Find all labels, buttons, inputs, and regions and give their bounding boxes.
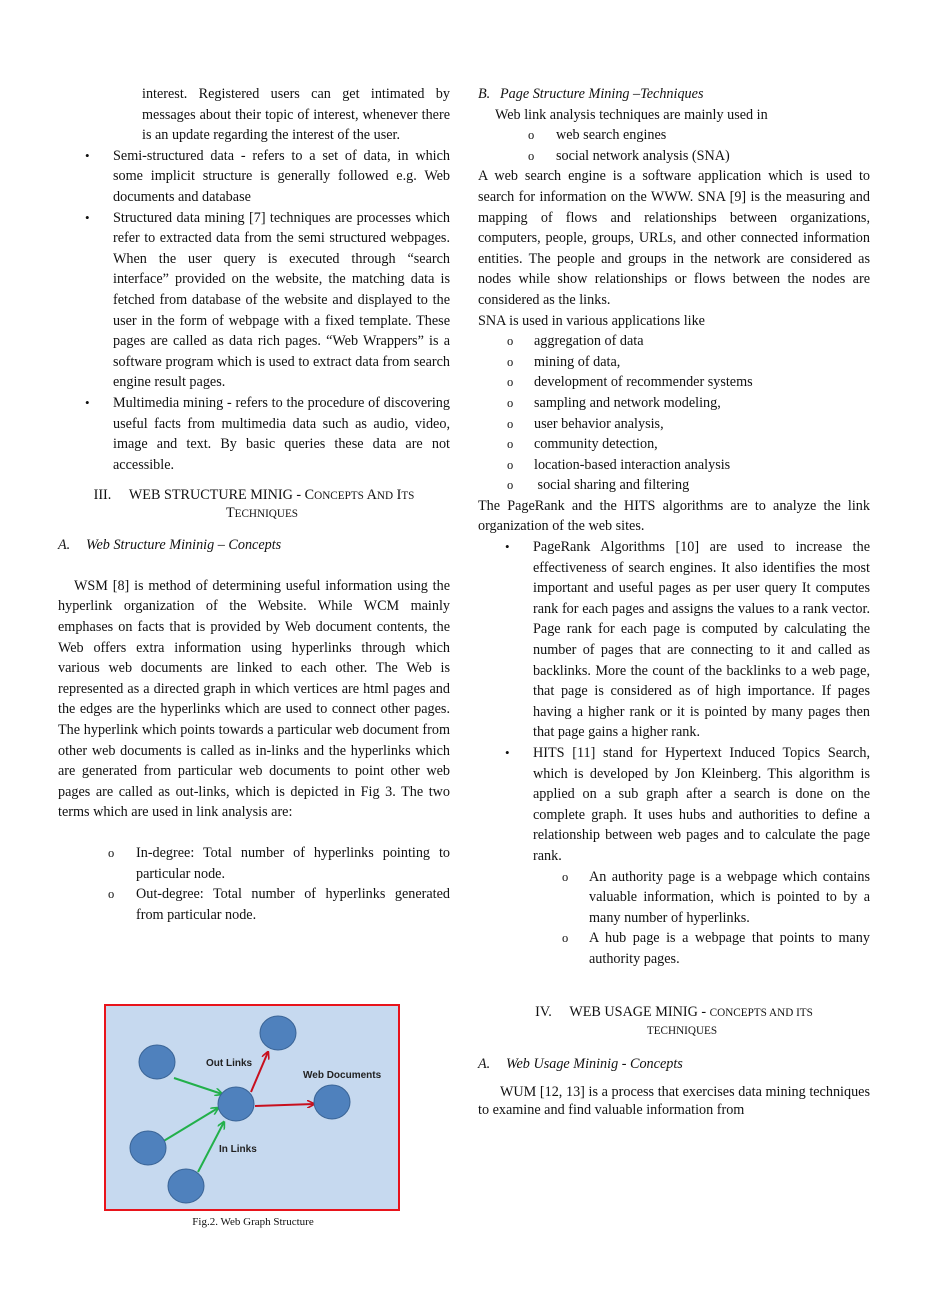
sna-applications-list [478,331,870,496]
in-links-label: In Links [219,1144,257,1155]
section-title: WEB STRUCTURE MINIG - [128,487,305,504]
out-link-arrow [251,1052,268,1092]
web-document-node [168,1169,204,1203]
list-item-text: A hub page is a webpage that points to many authority pages. [589,930,870,967]
web-documents-label: Web Documents [303,1070,382,1081]
list-item [58,393,450,475]
section-title-part: ECHNIQUES [234,508,299,521]
circle-bullet-icon: o [507,437,514,452]
list-item-text: HITS [11] stand for Hypertext Induced Topics Search, which is developed by Jon Kleinberg. This algorithm is applied on a sub graph after a search is done on the complete graph. It uses hubs and authorities to define a relationship between web pages and to calculate the page rank. [533,745,870,864]
subsection-heading-a [478,1054,870,1075]
list-item-text: social sharing and filtering [534,477,690,494]
list-item [478,537,870,743]
list-item-text: Multimedia mining - refers to the procedure of discovering useful facts from multimedia data such as audio, video, image and text. By basic queries these data are not accessible. [113,394,450,473]
subsection-number: B. [478,86,491,102]
hits-subitems-list [478,867,870,970]
list-item-text: mining of data, [534,353,621,370]
in-link-arrow [162,1108,218,1142]
section-title-part: ND [376,490,394,503]
subsection-number: A. [478,1055,491,1072]
section-title-part: CONCEPTS AND ITS [709,1006,813,1019]
list-item [478,455,870,476]
list-item [478,372,870,393]
list-item-text: location-based interaction analysis [534,456,731,473]
circle-bullet-icon: o [507,334,514,349]
list-item [58,146,450,208]
section-title-part: ONCEPTS [314,490,364,503]
list-item-text: aggregation of data [534,333,644,350]
list-item [478,125,870,146]
list-item [58,208,450,393]
algorithms-intro: The PageRank and the HITS algorithms are to analyze the link organization of the web sites. [478,497,870,535]
circle-bullet-icon: o [507,478,514,493]
list-item-text: web search engines [556,127,667,144]
section-title: WEB USAGE MINIG - [569,1003,710,1020]
list-item-text: Structured data mining [7] techniques are processes which refer to extracted data from the semi structured webpages. When the user query is executed through “search interface” provided on the website, the matching data is fetched from database of the website and displayed to the user in the form of webpage with a fixed template. These pages are called as data rich pages. “Web Wrappers” is a software program which is used to extract data from search engine result pages. [113,209,450,391]
web-graph-figure [104,1004,400,1211]
circle-bullet-icon: o [507,416,514,431]
list-item [478,331,870,352]
subsection-title: Page Structure Mining –Techniques [500,86,704,102]
web-document-node [314,1085,350,1119]
bullet-icon: • [505,745,510,760]
list-item-text: Out-degree: Total number of hyperlinks generated from particular node. [136,886,450,923]
central-node [218,1087,254,1121]
list-item [478,393,870,414]
subsection-title: Web Usage Mininig - Concepts [506,1055,683,1072]
data-type-bullet-list [58,146,450,476]
bullet-icon: • [85,394,90,410]
section-heading-iii [58,487,450,523]
circle-bullet-icon: o [108,846,115,860]
bullet-icon: • [85,209,90,225]
circle-bullet-icon: o [528,128,535,143]
list-item-text: user behavior analysis, [534,415,664,432]
list-item [478,475,870,496]
subsection-number: A. [58,537,71,554]
wsm-paragraph: WSM [8] is method of determining useful information using the hyperlink organization of the Website. While WCM mainly emphases on facts that is provided by Web document contents, the Web offers extra information using hyperlinks through which various web documents are linked to each other. The Web is represented as a directed graph in which vertices are html pages and the edges are the hyperlinks which are used to connect other pages. The hyperlink which points towards a particular web document from other web documents is called as in-links and the hyperlinks which are generated from particular web documents to point other web pages are called as out-links, which is depicted in Fig 3. The two terms which are used in link analysis are: [58,577,450,821]
list-item-text: sampling and network modeling, [534,394,721,411]
list-item [478,414,870,435]
subsection-heading-a [58,535,450,556]
circle-bullet-icon: o [507,457,514,472]
list-item [478,146,870,167]
bullet-icon: • [505,539,510,555]
circle-bullet-icon: o [507,354,514,369]
in-link-arrow [174,1078,222,1094]
section-title-part: T [225,505,235,522]
list-item-text: In-degree: Total number of hyperlinks pointing to particular node. [136,845,450,882]
circle-bullet-icon: o [562,869,569,884]
right-column [478,84,870,1119]
link-analysis-uses-list [478,125,870,166]
circle-bullet-icon: o [562,931,569,946]
list-item-text: social network analysis (SNA) [556,147,730,164]
figure-caption: Fig.2. Web Graph Structure [192,1216,314,1228]
section-number: III. [93,487,112,504]
web-document-node [260,1016,296,1050]
list-item-text: Semi-structured data - refers to a set of data, in which some implicit structure is generally followed e.g. Web documents and database [113,147,450,205]
list-item [478,352,870,373]
circle-bullet-icon: o [108,887,115,902]
link-analysis-terms-list [58,843,450,925]
web-document-node [139,1045,175,1079]
circle-bullet-icon: o [528,148,535,163]
link-analysis-intro: Web link analysis techniques are mainly used in [495,106,768,123]
section-heading-iv [478,1004,870,1040]
web-graph-diagram [106,1006,398,1209]
sna-intro: SNA is used in various applications like [478,312,705,329]
circle-bullet-icon: o [507,375,514,390]
list-item-text: PageRank Algorithms [10] are used to increase the effectiveness of search engines. It also identifies the most important and useful pages as per user query It computes rank for each pages and assigns the values to a rank vector. Page rank for each page is computed by calculating the number of pages that are connecting to it and called as backlinks. More the count of the backlinks to a web page, that page is considered as of high importance. If pages having a higher rank or it is pointed by many pages then that page gains a higher rank. [533,539,870,741]
section-number: IV. [535,1003,552,1020]
list-item [478,743,870,867]
out-links-label: Out Links [206,1058,253,1069]
list-item-text: An authority page is a webpage which contains valuable information, which is pointed to by a many number of hyperlinks. [589,868,870,926]
list-item [58,884,450,925]
section-title-part: I [396,487,402,504]
section-title-part: TS [401,490,415,503]
continued-list-item: interest. Registered users can get intimated by messages about their topic of interest, whenever there is an update regarding the interest of the user. [142,86,450,144]
bullet-icon: • [85,147,90,163]
list-item-text: development of recommender systems [534,374,753,391]
list-item [478,434,870,455]
list-item-text: community detection, [534,436,658,453]
wum-paragraph: WUM [12, 13] is a process that exercises data mining techniques to examine and find valuable information from [478,1084,870,1119]
section-title-part: A [366,487,377,504]
section-title-part: C [304,487,315,504]
web-document-node [130,1131,166,1165]
circle-bullet-icon: o [507,395,514,410]
subsection-heading-b [478,84,870,105]
out-link-arrow [255,1104,314,1106]
list-item [478,928,870,969]
left-column [58,84,450,925]
list-item [58,843,450,884]
list-item [478,867,870,929]
subsection-title: Web Structure Mininig – Concepts [86,537,282,554]
algorithms-bullet-list [478,537,870,867]
search-engine-paragraph: A web search engine is a software application which is used to search for information on the WWW. SNA [9] is the measuring and mapping of flows and relationships between organizations, computers, people, groups, URLs, and other connected information entities. The people and groups in the network are considered as nodes while show relationships or flows between the nodes are considered as the links. [478,168,870,308]
section-title-part: TECHNIQUES [646,1024,718,1037]
